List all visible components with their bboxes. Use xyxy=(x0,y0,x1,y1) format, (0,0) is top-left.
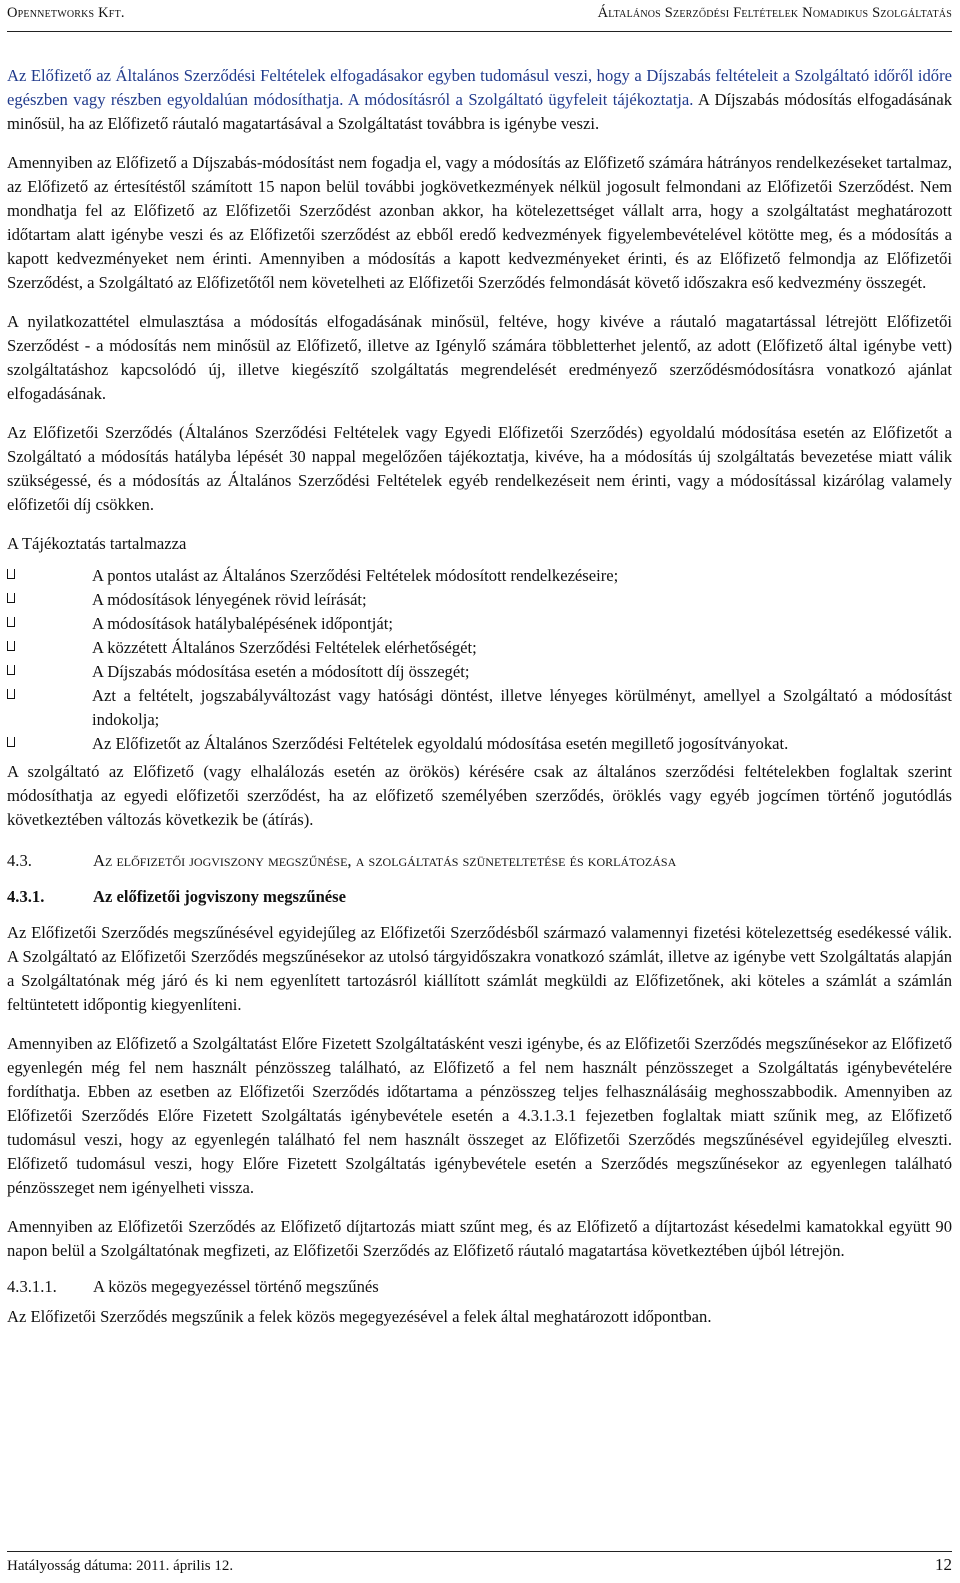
section-heading-4-3-1-1 xyxy=(7,1275,952,1299)
intro-paragraph xyxy=(7,64,952,136)
square-bullet-icon xyxy=(7,737,15,747)
paragraph-unilateral-modification: Az Előfizetői Szerződés (Általános Szerződési Feltételek vagy Egyedi Előfizetői Szerződés) egyoldalú módosítása esetén az Előfizetőt a Szolgáltató a módosítás hatályba lépését 30 nappal megelőzően tájékoztatja, kivéve, ha a módosítás új szolgáltatás bevezetése miatt válik szükségessé, és a módosítás az Általános Szerződési Feltételek egyéb rendelkezéseit nem érinti, vagy a módosítással kizárólag valamely előfizetői díj csökken. xyxy=(7,423,952,514)
paragraph-prepaid-balance: Amennyiben az Előfizető a Szolgáltatást Előre Fizetett Szolgáltatásként veszi igénybe, és az Előfizetői Szerződés megszűnésekor az Előfizető egyenlegén még fel nem használt pénzösszeg található, az Előfizető a fel nem használt pénzösszeget a Szolgáltatás igénybevételére fordíthatja. Ebben az esetben az Előfizetői Szerződés időtartama a pénzösszeg teljes felhasználásáig meghosszabbodik. Amennyiben az Előfizetői Szerződés Előre Fizetett Szolgáltatás igénybevétele esetén a 4.3.1.3.1 fejezetben foglaltak miatt szűnik meg, az Előfizető tudomásul veszi, hogy az egyenlegén található fel nem használt összeget az Előfizetői Szerződés megszűnésével egyidejűleg elveszti. Előfizető tudomásul veszi, hogy Előre Fizetett Szolgáltatás igénybevétele esetén a Szerződés megszűnésekor az egyenlegen található pénzösszeget nem igényelheti vissza. xyxy=(7,1034,952,1197)
list-item: A módosítások lényegének rövid leírását; xyxy=(7,588,952,612)
list-item: Azt a feltételt, jogszabályváltozást vagy hatósági döntést, illetve lényeges körülményt, amellyel a Szolgáltató a módosítást indokolja; xyxy=(7,684,952,732)
list-item: A pontos utalást az Általános Szerződési Feltételek módosított rendelkezéseire; xyxy=(7,564,952,588)
section-number: 4.3.1.1. xyxy=(7,1277,57,1296)
page-number: 12 xyxy=(935,1555,952,1574)
info-intro: A Tájékoztatás tartalmazza xyxy=(7,534,187,553)
square-bullet-icon xyxy=(7,641,15,651)
section-title: A közös megegyezéssel történő megszűnés xyxy=(93,1277,379,1296)
document-body xyxy=(7,64,952,1329)
section-number: 4.3. xyxy=(7,851,32,870)
list-item: Az Előfizetőt az Általános Szerződési Feltételek egyoldalú módosítása esetén megillető jogosítványokat. xyxy=(7,732,952,756)
square-bullet-icon xyxy=(7,569,15,579)
paragraph-termination-right: Amennyiben az Előfizető a Díjszabás-módosítást nem fogadja el, vagy a módosítás az Előfizető számára hátrányos rendelkezéseket tartalmaz, az Előfizető az értesítéstől számított 15 napon belül további jogkövetkezmények nélkül jogosult felmondani az Előfizetői Szerződést. Nem mondhatja fel az Előfizető az Előfizetői Szerződést azonban akkor, ha kötelezettséget vállalt arra, hogy a szolgáltatást meghatározott időtartam alatt igénybe veszi és az Előfizetői szerződést az ebből eredő kedvezmények figyelembevételével kötötte meg, és a módosítás a kapott kedvezményeket nem érinti. Amennyiben a módosítás a kapott kedvezményeket érinti, és az Előfizető felmondja az Előfizetői Szerződést, a Szolgáltató az Előfizetőtől nem követelheti az Előfizetői Szerződés felmondását követő időszakra eső kedvezmény összegét. xyxy=(7,153,952,292)
effective-date: Hatályosság dátuma: 2011. április 12. xyxy=(7,1558,234,1574)
document-title: Általános Szerződési Feltételek Nomadikus Szolgáltatás xyxy=(597,5,952,21)
list-item: A módosítások hatálybalépésének időpontját; xyxy=(7,612,952,636)
square-bullet-icon xyxy=(7,665,15,675)
list-item: A Díjszabás módosítása esetén a módosított díj összegét; xyxy=(7,660,952,684)
section-heading-4-3-1 xyxy=(7,885,952,909)
square-bullet-icon xyxy=(7,689,15,699)
section-title: Az előfizetői jogviszony megszűnése, a szolgáltatás szüneteltetése és korlátozása xyxy=(93,851,677,870)
section-title: Az előfizetői jogviszony megszűnése xyxy=(93,887,346,906)
list-item: A közzétett Általános Szerződési Feltételek elérhetőségét; xyxy=(7,636,952,660)
square-bullet-icon xyxy=(7,593,15,603)
paragraph-declaration-omission: A nyilatkozattétel elmulasztása a módosítás elfogadásának minősül, feltéve, hogy kivéve a ráutaló magatartással létrejött Előfizetői Szerződést - a módosítás nem minősül az Előfizető, illetve az Igénylő számára többletterhet jelentő, az adott (Előfizető által igénybe vett) szolgáltatáshoz kapcsolódó új, illetve kiegészítő szolgáltatás megrendelését eredményező szerződésmódosításra vonatkozó ajánlat elfogadásának. xyxy=(7,312,952,403)
paragraph-mutual-agreement: Az Előfizetői Szerződés megszűnik a felek közös megegyezésével a felek által meghatározott időpontban. xyxy=(7,1307,712,1326)
paragraph-payment-obligations: Az Előfizetői Szerződés megszűnésével egyidejűleg az Előfizetői Szerződésből származó valamennyi fizetési kötelezettség esedékessé válik. A Szolgáltató az Előfizetői Szerződés megszűnésekor az utolsó tárgyidőszakra vonatkozó számlát, illetve az igénybe vett Szolgáltatás alapján a Szolgáltatónak még járó és ki nem egyenlített tartozásról kiállított számlát megküldi az Előfizetőnek, aki köteles a számlát a számlán feltüntetett időpontig kiegyenlíteni. xyxy=(7,923,952,1014)
section-heading-4-3 xyxy=(7,849,952,873)
section-number: 4.3.1. xyxy=(7,887,45,906)
company-name: Opennetworks Kft. xyxy=(7,5,125,21)
page-header xyxy=(7,5,952,32)
paragraph-debt-reinstatement: Amennyiben az Előfizetői Szerződés az Előfizető díjtartozás miatt szűnt meg, és az Előfizető a díjtartozást késedelmi kamatokkal együtt 90 napon belül a Szolgáltatónak megfizeti, az Előfizetői Szerződés az Előfizető ráutaló magatartása következtében újból létrejön. xyxy=(7,1217,952,1260)
intro-blue-text: Az Előfizető az Általános Szerződési Feltételek elfogadásakor egyben tudomásul veszi, hogy a Díjszabás feltételeit a Szolgáltató időről időre egészben vagy részben egyoldalúan módosíthatja. A módosításról a Szolgáltató ügyfeleit tájékoztatja. xyxy=(7,66,952,109)
paragraph-succession: A szolgáltató az Előfizető (vagy elhalálozás esetén az örökös) kérésére csak az általános szerződési feltételekben foglaltak szerint módosíthatja az egyedi előfizetői szerződést, ha az előfizető személyében szerződés, öröklés vagy egyéb jogcímen történő jogutódlás következtében változás következik be (átírás). xyxy=(7,762,952,829)
page-footer xyxy=(7,1551,952,1582)
info-bullet-list xyxy=(7,564,952,756)
intro-black-text: A Díjszabás módosítás elfogadásának minősül, ha az Előfizető ráutaló magatartásával a Szolgáltatást továbbra is igénybe veszi. xyxy=(7,90,953,133)
square-bullet-icon xyxy=(7,617,15,627)
